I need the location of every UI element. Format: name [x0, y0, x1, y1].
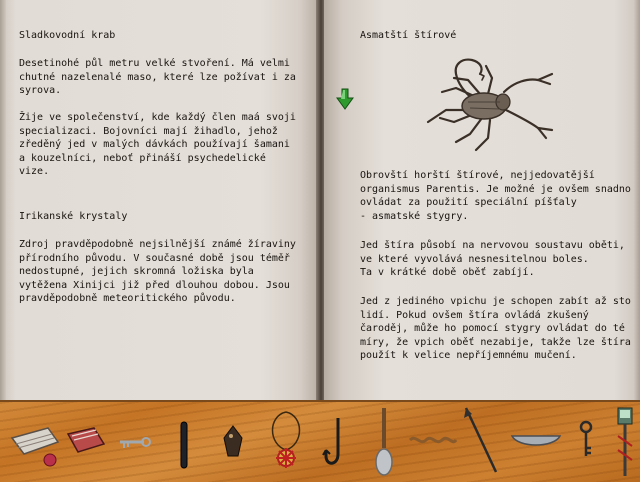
scorpion-paragraph-3: Jed z jediného vpichu je schopen zabít až sto lidí. Pokud ovšem štíra ovládá zkušený čaroděj, může ho pomocí stygry ovládat do té míry, že vpich oběť nezabije, takže lze štíra použít k velice nepříjemnému mučení.	[360, 296, 631, 361]
scorpion-illustration	[404, 52, 560, 156]
section-body-crab: Desetinohé půl metru velké stvoření. Má velmi chutné nazelenalé maso, které lze požívat i za syrova. Žije ve společenství, kde každý člen maá svoji specializaci. Bojovníci mají žihadlo, jehož zředěný jed v malých dávkách používají šamani a kouzelníci, neboť přináší psychedelické vize.	[19, 58, 296, 177]
page-edge-left	[0, 0, 6, 400]
fishing-hook-icon[interactable]	[322, 416, 348, 470]
section-body-crystals: Zdroj pravděpodobně nejsilnější známé žíraviny přírodního původu. V současné době jsou téměř nedostupné, jejich skromná ložiska byla vytěžena Xinijci již před dlouhou dobou. Jsou pravděpodobně meteoritického původu.	[19, 239, 296, 304]
spoon-icon[interactable]	[372, 406, 396, 478]
dried-creature-icon[interactable]	[220, 424, 246, 458]
section-title-crystals: Irikanské krystaly	[19, 211, 128, 222]
book-icon[interactable]	[64, 424, 108, 458]
device-icon[interactable]	[612, 406, 638, 478]
page-edge-right	[634, 0, 640, 400]
scroll-map-icon[interactable]	[8, 424, 64, 470]
rope-icon[interactable]	[408, 432, 458, 448]
key-icon[interactable]	[118, 432, 152, 452]
spear-arrow-icon[interactable]	[462, 406, 502, 478]
bowl-icon[interactable]	[510, 432, 562, 450]
inventory-bar	[0, 400, 640, 482]
left-page	[0, 0, 318, 400]
scorpion-paragraph-2: Jed štíra působí na nervovou soustavu oběti, ve které vyvolává nesnesitelnou boles. Ta v krátké době oběť zabíjí.	[360, 240, 625, 278]
section-title-scorpions: Asmatští štírové	[360, 30, 457, 41]
scorpion-paragraph-1: Obrovští horští štírové, nejjedovatější organismus Parentis. Je možné je ovšem snadno ovládat za použití speciální píšťaly - asmatské stygry.	[360, 170, 631, 222]
section-title-crab: Sladkovodní krab	[19, 30, 116, 41]
dark-stick-icon[interactable]	[178, 420, 190, 470]
green-arrow-down-icon[interactable]	[336, 88, 354, 110]
amulet-necklace-icon[interactable]	[264, 408, 308, 474]
small-key-icon[interactable]	[576, 420, 596, 460]
